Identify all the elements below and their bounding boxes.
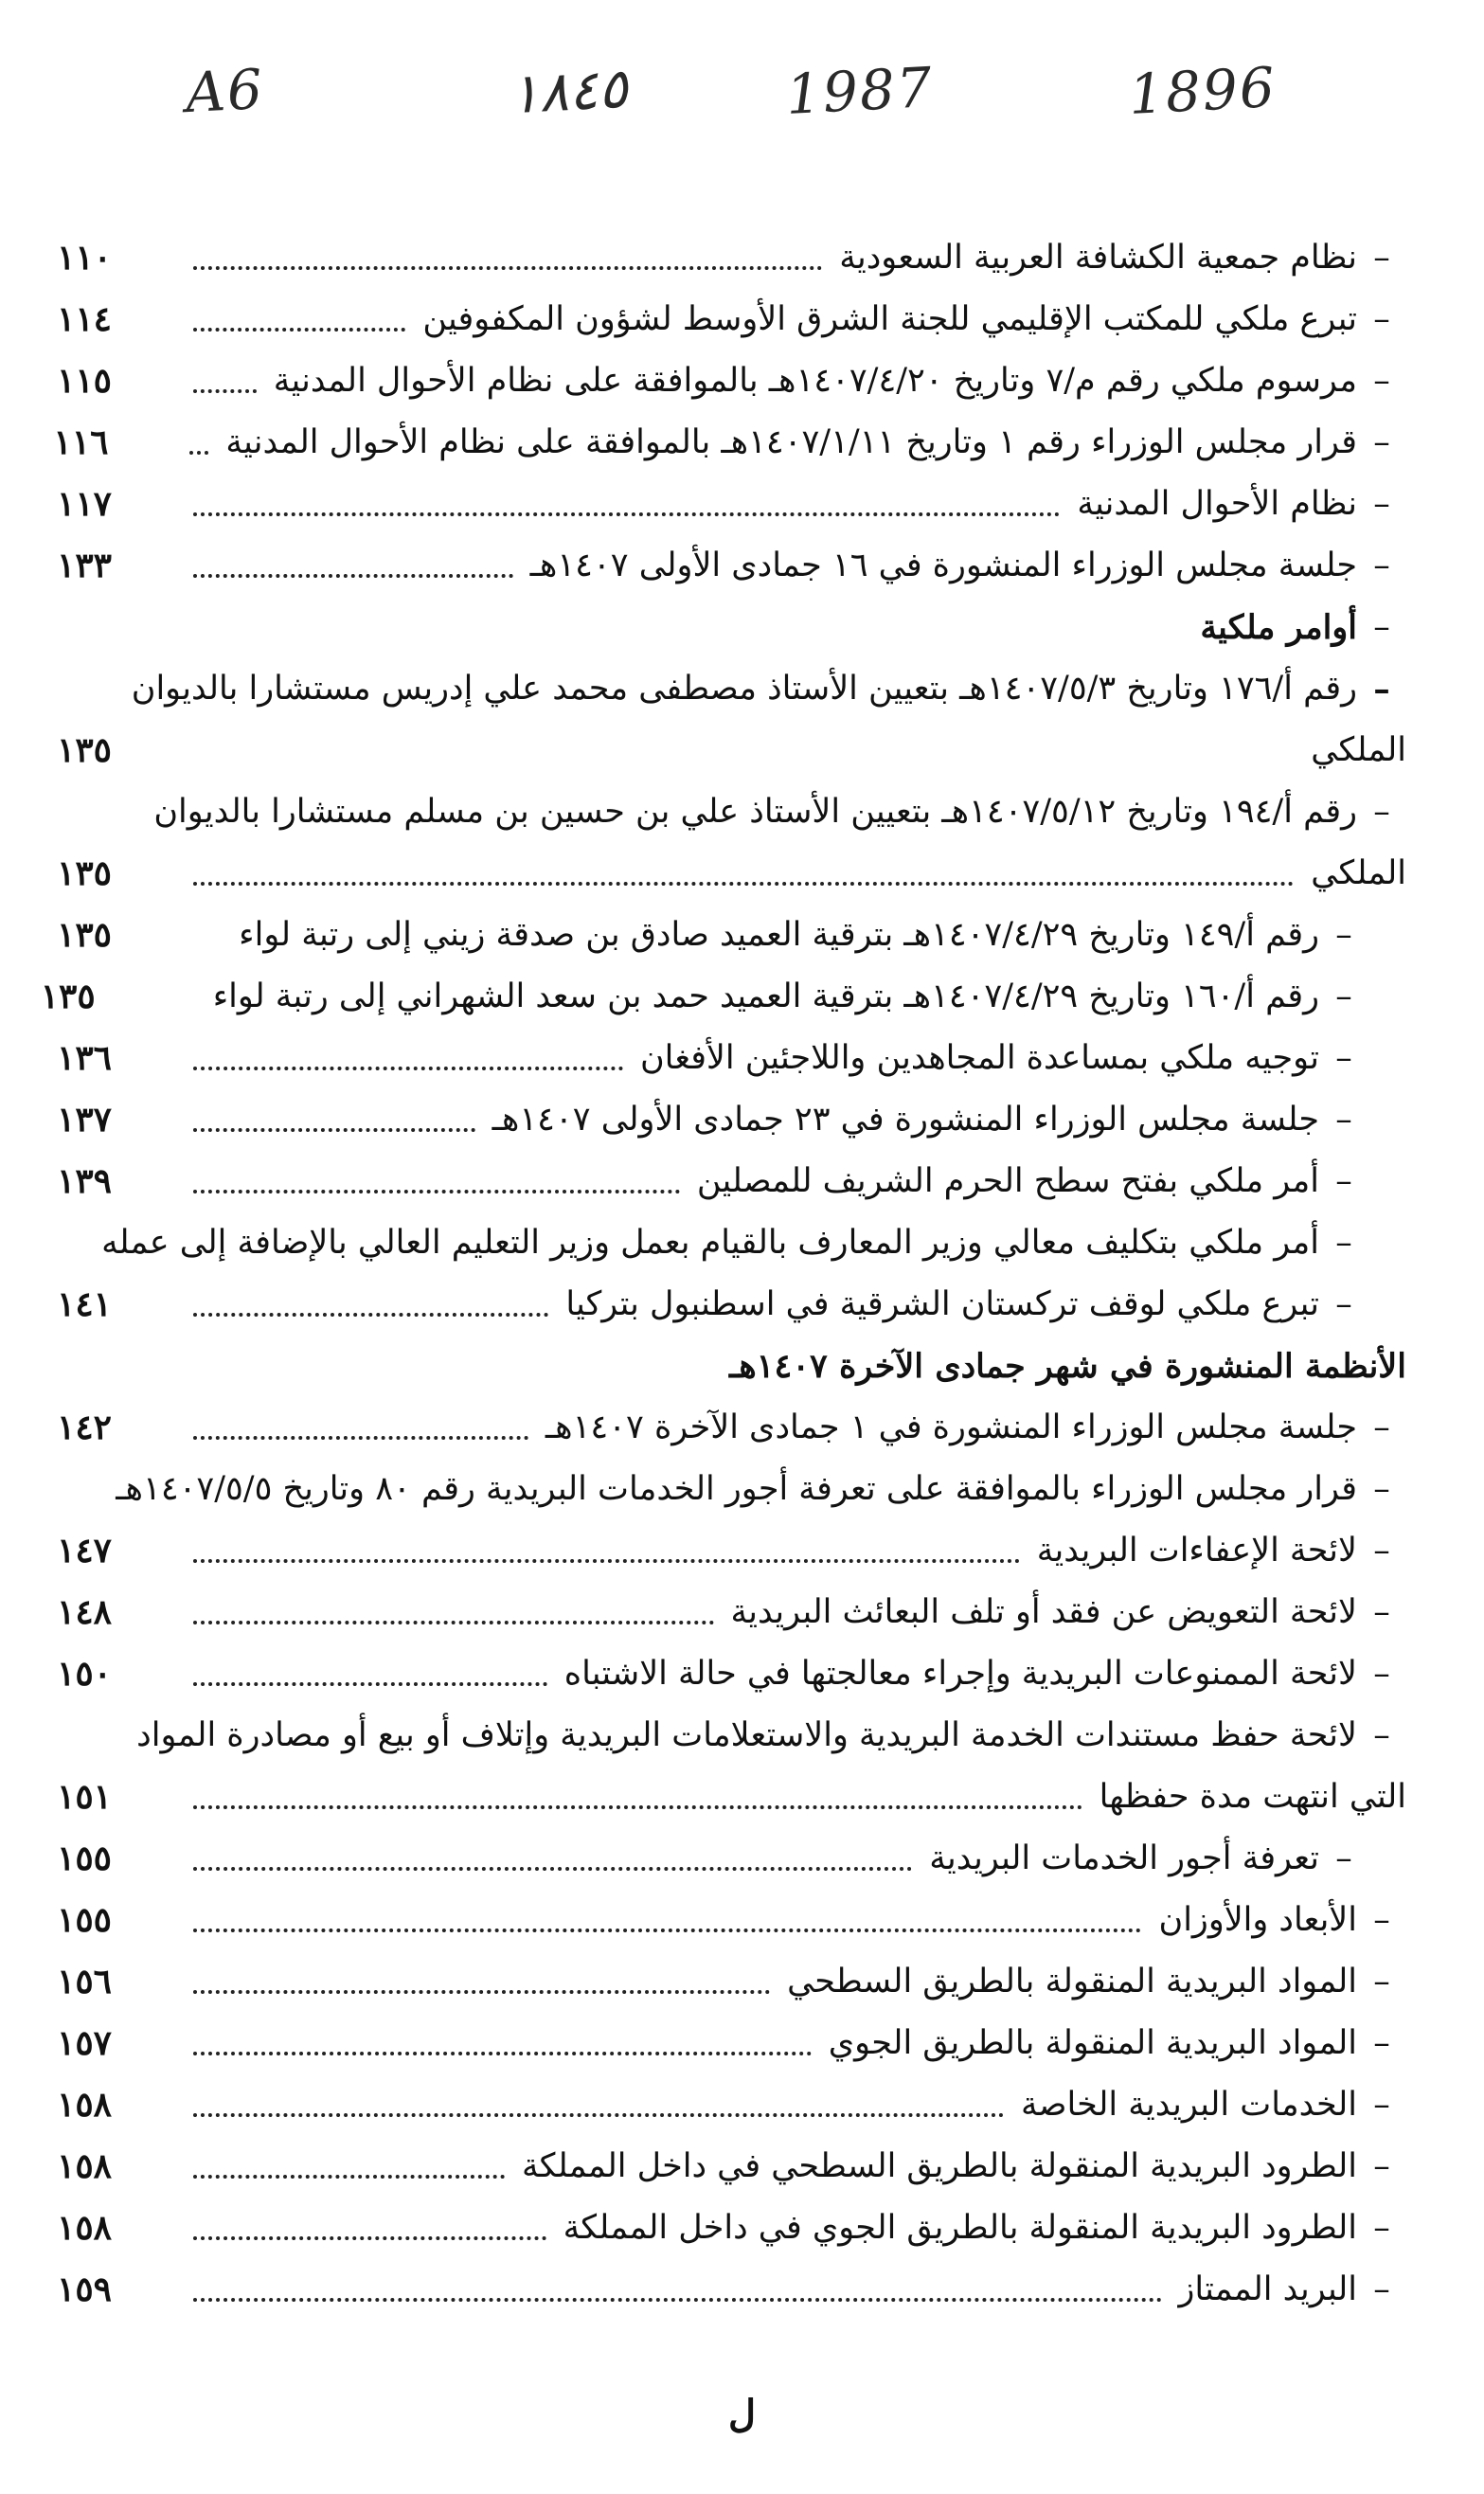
toc-entry-title: لائحة الممنوعات البريدية وإجراء معالجتها في حالة الاشتباه xyxy=(563,1655,1357,1693)
dot-leader xyxy=(193,1682,547,1686)
toc-entry xyxy=(57,350,1406,412)
toc-entry-page: ١٤٨ xyxy=(57,1592,113,1632)
toc-entry-title: لائحة حفظ مستندات الخدمة البريدية والاستعلامات البريدية وإتلاف أو بيع أو مصادرة المواد xyxy=(136,1716,1357,1754)
toc-entry-page: ١٥١ xyxy=(57,1777,113,1817)
toc-entry xyxy=(57,1459,1406,1520)
toc-entry xyxy=(57,2013,1406,2074)
entry-dash: – xyxy=(1373,1716,1390,1754)
entry-dash: – xyxy=(1373,2147,1390,2185)
handwritten-note-1: A6 xyxy=(184,56,266,126)
toc-entry xyxy=(57,1951,1406,2013)
toc-entry-page: ١٣٩ xyxy=(57,1161,113,1201)
toc-entry-title: جلسة مجلس الوزراء المنشورة في ١٦ جمادى الأولى ١٤٠٧هـ xyxy=(529,547,1357,584)
entry-dash: – xyxy=(1373,2086,1390,2124)
toc-entry-title: البريد الممتاز xyxy=(1178,2270,1357,2308)
toc-subheading-title: أوامر ملكية xyxy=(1200,608,1357,647)
toc-entry xyxy=(57,1828,1406,1890)
toc-entry-title: الطرود البريدية المنقولة بالطريق السطحي في داخل المملكة xyxy=(521,2147,1357,2185)
toc-entry-page: ١٣٥ xyxy=(57,730,113,770)
toc-entry-title: رقم أ/١٤٩ وتاريخ ١٤٠٧/٤/٢٩هـ بترقية العميد صادق بن صدقة زيني إلى رتبة لواء xyxy=(239,916,1319,954)
toc-entry xyxy=(57,2198,1406,2259)
toc-entry xyxy=(57,2074,1406,2136)
toc-entry-title: رقم أ/١٧٦ وتاريخ ١٤٠٧/٥/٣هـ بتعيين الأستاذ مصطفى محمد علي إدريس مستشارا بالديوان xyxy=(131,670,1357,708)
toc-entry xyxy=(57,1274,1406,1336)
toc-entry-title: أمر ملكي بفتح سطح الحرم الشريف للمصلين xyxy=(696,1162,1319,1200)
toc-entry xyxy=(57,474,1406,535)
dot-leader xyxy=(193,1559,1020,1563)
toc-entry xyxy=(57,2136,1406,2198)
toc-entry xyxy=(57,227,1406,289)
entry-dash: – xyxy=(1373,1532,1390,1570)
toc-entry-page: ١٥٨ xyxy=(57,2146,113,2186)
section-heading xyxy=(57,1336,1406,1397)
toc-entry xyxy=(57,1890,1406,1951)
entry-dash: – xyxy=(1373,608,1390,646)
toc-entry-title: نظام الأحوال المدنية xyxy=(1077,485,1357,523)
toc-entry-page: ١٥٨ xyxy=(57,2208,113,2248)
toc-entry-page: ١٥٨ xyxy=(57,2085,113,2125)
toc-entry-page: ١٣٥ xyxy=(57,915,113,955)
dot-leader xyxy=(193,1436,528,1440)
toc-entry-title: أمر ملكي بتكليف معالي وزير المعارف بالقيام بعمل وزير التعليم العالي بالإضافة إلى عمله xyxy=(101,1224,1319,1262)
toc-entry-page: ١٣٣ xyxy=(57,546,113,585)
toc-entry xyxy=(57,2259,1406,2321)
entry-dash: – xyxy=(1373,1593,1390,1631)
dot-leader xyxy=(189,451,208,455)
toc-entry-title: الطرود البريدية المنقولة بالطريق الجوي في داخل المملكة xyxy=(563,2209,1357,2247)
toc-entry-continuation xyxy=(57,1767,1406,1828)
entry-dash: – xyxy=(1335,978,1352,1015)
dot-leader xyxy=(193,266,822,270)
entry-dash: – xyxy=(1373,670,1390,709)
toc-entry-page xyxy=(0,1212,43,1274)
toc-entry-title: قرار مجلس الوزراء رقم ١ وتاريخ ١٤٠٧/١/١١هـ بالموافقة على نظام الأحوال المدنية xyxy=(225,423,1357,461)
toc-entry-page: ١٤١ xyxy=(57,1284,113,1324)
toc-entry-page: ١٥٩ xyxy=(57,2270,113,2309)
toc-entry xyxy=(57,1212,1406,1274)
entry-dash: – xyxy=(1373,2209,1390,2247)
toc-entry-title: رقم أ/١٦٠ وتاريخ ١٤٠٧/٤/٢٩هـ بترقية العميد حمد بن سعد الشهراني إلى رتبة لواء xyxy=(212,978,1319,1015)
toc-subheading xyxy=(57,597,1406,658)
dot-leader xyxy=(193,1990,770,1994)
toc-entry-title: تعرفة أجور الخدمات البريدية xyxy=(929,1839,1319,1877)
dot-leader xyxy=(193,2236,546,2240)
toc-entry-title: جلسة مجلس الوزراء المنشورة في ١ جمادى الآخرة ١٤٠٧هـ xyxy=(545,1408,1357,1446)
toc-entry-continuation xyxy=(57,843,1406,905)
toc-entry-title: الأبعاد والأوزان xyxy=(1158,1901,1357,1939)
handwritten-note-3: 1987 xyxy=(784,54,936,128)
toc-entry-page: ١٥٥ xyxy=(57,1900,113,1940)
toc-entry xyxy=(57,1151,1406,1212)
entry-dash: – xyxy=(1373,1470,1390,1508)
toc-entry-page: ١١٤ xyxy=(57,299,113,339)
handwritten-annotations xyxy=(0,54,1484,163)
toc-entry-title: المواد البريدية المنقولة بالطريق السطحي xyxy=(787,1963,1357,2001)
toc-entry-page: ١٣٧ xyxy=(57,1100,113,1139)
toc-entry-title: الخدمات البريدية الخاصة xyxy=(1021,2086,1357,2124)
toc-entry xyxy=(57,1520,1406,1582)
entry-dash: – xyxy=(1373,793,1390,831)
toc-entry xyxy=(57,905,1406,966)
entry-dash: – xyxy=(1373,485,1390,523)
dot-leader xyxy=(193,1190,680,1193)
dot-leader xyxy=(193,1067,623,1070)
toc-entry-title: جلسة مجلس الوزراء المنشورة في ٢٣ جمادى الأولى ١٤٠٧هـ xyxy=(492,1101,1319,1139)
dot-leader xyxy=(193,1929,1141,1932)
entry-dash: – xyxy=(1335,1224,1352,1262)
toc-entry-page: ١٥٥ xyxy=(57,1839,113,1878)
handwritten-note-2: ١٨٤٥ xyxy=(508,55,630,127)
toc-entry xyxy=(57,1397,1406,1459)
toc-entry-title: قرار مجلس الوزراء بالموافقة على تعرفة أجور الخدمات البريدية رقم ٨٠ وتاريخ ١٤٠٧/٥/٥هـ xyxy=(116,1470,1357,1508)
entry-dash: – xyxy=(1373,547,1390,584)
toc-entry-title: تبرع ملكي للمكتب الإقليمي للجنة الشرق الأوسط لشؤون المكفوفين xyxy=(422,300,1357,338)
dot-leader xyxy=(193,1867,912,1871)
dot-leader xyxy=(193,512,1060,516)
entry-dash: – xyxy=(1335,1039,1352,1077)
toc-entry-title: مرسوم ملكي رقم م/٧ وتاريخ ١٤٠٧/٤/٢٠هـ بالموافقة على نظام الأحوال المدنية xyxy=(273,362,1357,400)
toc-entry-page: ١٣٥ xyxy=(57,853,113,893)
entry-dash: – xyxy=(1335,1285,1352,1323)
toc-entry-title: المواد البريدية المنقولة بالطريق الجوي xyxy=(828,2024,1357,2062)
toc-entry-page: ١٥٦ xyxy=(57,1962,113,2001)
toc-entry-page: ١٤٧ xyxy=(57,1531,113,1570)
entry-dash: – xyxy=(1373,1408,1390,1446)
dot-leader xyxy=(193,2298,1162,2302)
toc-entry-title: نظام جمعية الكشافة العربية السعودية xyxy=(839,239,1357,277)
entry-dash: – xyxy=(1373,1901,1390,1939)
dot-leader xyxy=(193,574,513,578)
handwritten-note-4: 1896 xyxy=(1127,54,1278,128)
toc-entry-title: لائحة الإعفاءات البريدية xyxy=(1036,1532,1357,1570)
toc-entry-continuation xyxy=(57,720,1406,781)
dot-leader xyxy=(193,328,405,332)
dot-leader xyxy=(193,2113,1004,2117)
table-of-contents xyxy=(40,227,1406,2321)
toc-entry xyxy=(57,1705,1406,1767)
toc-entry-page: ١٥٧ xyxy=(57,2023,113,2063)
toc-entry-title: التي انتهت مدة حفظها xyxy=(1099,1778,1406,1816)
toc-entry xyxy=(57,1089,1406,1151)
dot-leader xyxy=(193,882,1294,886)
toc-entry xyxy=(57,1582,1406,1643)
entry-dash: – xyxy=(1335,1101,1352,1139)
toc-entry xyxy=(57,1028,1406,1089)
toc-entry-title: الملكي xyxy=(1311,854,1406,892)
toc-entry-page: ١١٧ xyxy=(57,484,113,524)
toc-entry-page: ١١٠ xyxy=(57,238,113,278)
toc-entry-page: ١٥٠ xyxy=(57,1654,113,1694)
toc-entry xyxy=(57,1643,1406,1705)
entry-dash: – xyxy=(1373,1655,1390,1693)
dot-leader xyxy=(193,1313,548,1317)
toc-entry-page: ١٣٥ xyxy=(40,977,96,1016)
dot-leader xyxy=(193,2175,505,2179)
entry-dash: – xyxy=(1335,916,1352,954)
entry-dash: – xyxy=(1373,362,1390,400)
toc-entry-title: رقم أ/١٩٤ وتاريخ ١٤٠٧/٥/١٢هـ بتعيين الأستاذ علي بن حسين بن مسلم مستشارا بالديوان xyxy=(153,793,1357,831)
entry-dash: – xyxy=(1373,2270,1390,2308)
toc-entry-title: تبرع ملكي لوقف تركستان الشرقية في اسطنبول بتركيا xyxy=(565,1285,1319,1323)
toc-entry-title: الملكي xyxy=(1311,731,1406,769)
entry-dash: – xyxy=(1335,1839,1352,1877)
dot-leader xyxy=(193,1621,714,1624)
toc-entry xyxy=(57,658,1406,720)
dot-leader xyxy=(193,389,257,393)
toc-entry xyxy=(57,289,1406,350)
entry-dash: – xyxy=(1373,239,1390,277)
entry-dash: – xyxy=(1335,1162,1352,1200)
toc-entry xyxy=(53,412,1406,474)
dot-leader xyxy=(193,1805,1082,1809)
toc-entry xyxy=(40,966,1406,1028)
toc-entry-page: ١٤٢ xyxy=(57,1408,113,1447)
toc-entry-page: ١١٥ xyxy=(57,361,113,401)
toc-entry-page: ١١٦ xyxy=(53,422,109,462)
toc-entry xyxy=(57,535,1406,597)
dot-leader xyxy=(193,1128,475,1132)
entry-dash: – xyxy=(1373,2024,1390,2062)
entry-dash: – xyxy=(1373,1963,1390,2001)
toc-entry xyxy=(57,781,1406,843)
toc-entry-page xyxy=(0,1459,57,1520)
toc-entry-title: لائحة التعويض عن فقد أو تلف البعائث البريدية xyxy=(730,1593,1357,1631)
section-heading-title: الأنظمة المنشورة في شهر جمادى الآخرة ١٤٠٧هـ xyxy=(728,1347,1406,1386)
dot-leader xyxy=(193,2052,812,2055)
toc-entry-title: توجيه ملكي بمساعدة المجاهدين واللاجئين الأفغان xyxy=(639,1039,1319,1077)
entry-dash: – xyxy=(1373,423,1390,461)
page-footer-letter: ل xyxy=(727,2392,757,2436)
entry-dash: – xyxy=(1373,300,1390,338)
toc-entry-page: ١٣٦ xyxy=(57,1038,113,1078)
